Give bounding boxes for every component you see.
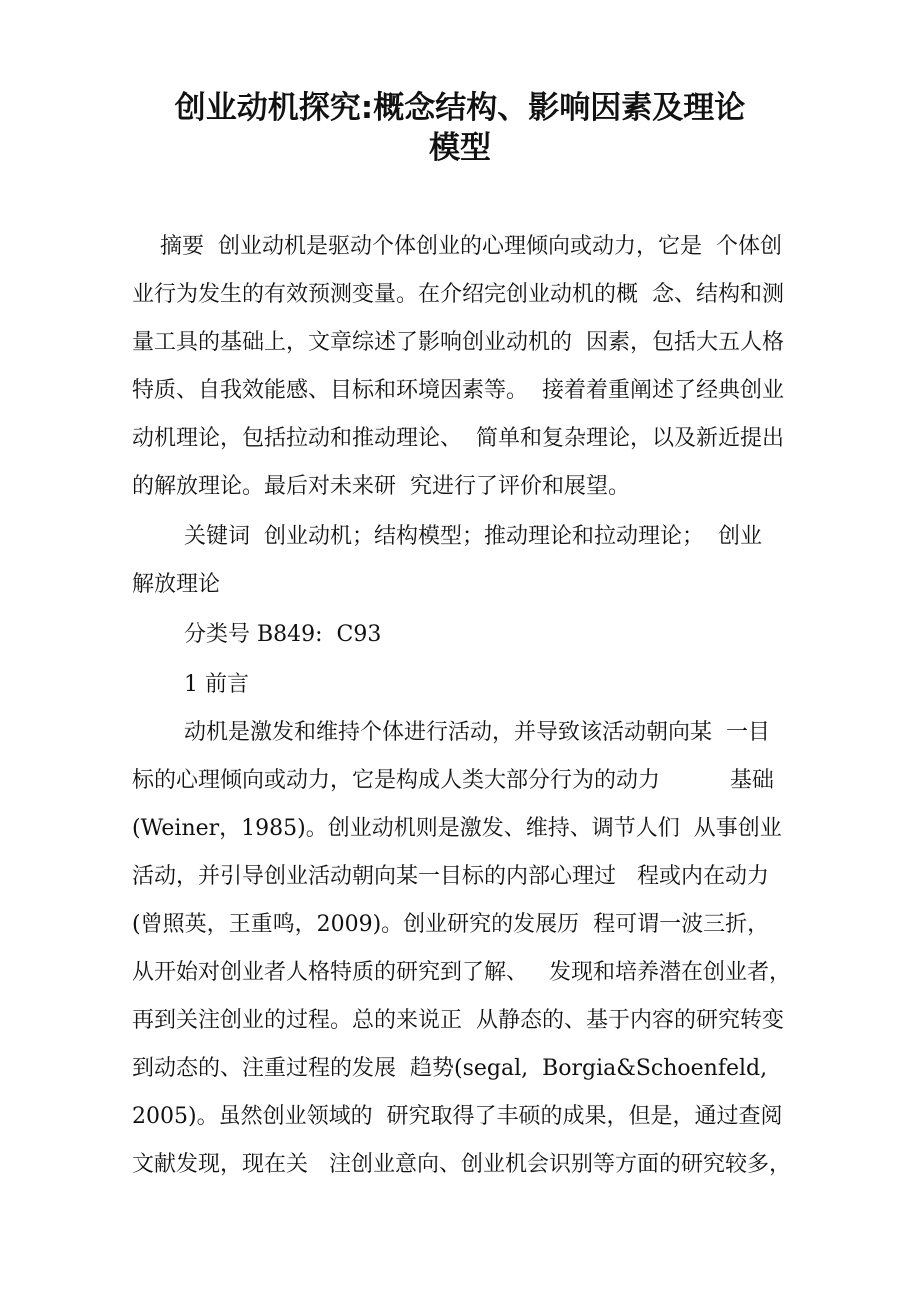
body-line: (曾照英，王重鸣，2009)。创业研究的发展历 程可谓一波三折， <box>132 912 770 937</box>
body-line: (Weiner，1985)。创业动机则是激发、维持、调节人们 从事创业 <box>132 816 782 841</box>
abstract-line: 特质、自我效能感、目标和环境因素等。 接着着重阐述了经典创业 <box>132 378 784 403</box>
document-title-line-1: 创业动机探究:概念结构、影响因素及理论 <box>174 90 746 126</box>
document-title-line-2: 模型 <box>429 130 491 166</box>
classification-number: 分类号 B849: C93 <box>184 622 382 647</box>
abstract-line: 的解放理论。最后对未来研 究进行了评价和展望。 <box>132 474 630 499</box>
body-line: 从开始对创业者人格特质的研究到了解、 发现和培养潜在创业者， <box>132 960 791 985</box>
body-line: 活动，并引导创业活动朝向某一目标的内部心理过 程或内在动力 <box>132 864 769 889</box>
body-line: 标的心理倾向或动力，它是构成人类大部分行为的动力 基础 <box>132 768 774 793</box>
abstract-line: 业行为发生的有效预测变量。在介绍完创业动机的概 念、结构和测 <box>132 282 784 307</box>
body-line: 动机是激发和维持个体进行活动，并导致该活动朝向某 一目 <box>184 720 770 745</box>
body-line: 到动态的、注重过程的发展 趋势(segal, Borgia&Schoenfeld, <box>132 1056 768 1081</box>
abstract-line: 量工具的基础上，文章综述了影响创业动机的 因素，包括大五人格 <box>132 330 784 355</box>
keywords-line: 解放理论 <box>132 572 221 597</box>
keywords-line: 关键词 创业动机；结构模型；推动理论和拉动理论； 创业 <box>184 524 762 549</box>
body-line: 2005)。虽然创业领域的 研究取得了丰硕的成果，但是，通过查阅 <box>132 1104 783 1129</box>
section-heading: 1 前言 <box>184 672 249 697</box>
body-line: 文献发现，现在关 注创业意向、创业机会识别等方面的研究较多， <box>132 1152 791 1177</box>
abstract-line: 动机理论，包括拉动和推动理论、 简单和复杂理论，以及新近提出 <box>132 426 784 451</box>
body-line: 再到关注创业的过程。总的来说正 从静态的、基于内容的研究转变 <box>132 1008 784 1033</box>
abstract-line: 摘要 创业动机是驱动个体创业的心理倾向或动力，它是 个体创 <box>160 234 782 259</box>
